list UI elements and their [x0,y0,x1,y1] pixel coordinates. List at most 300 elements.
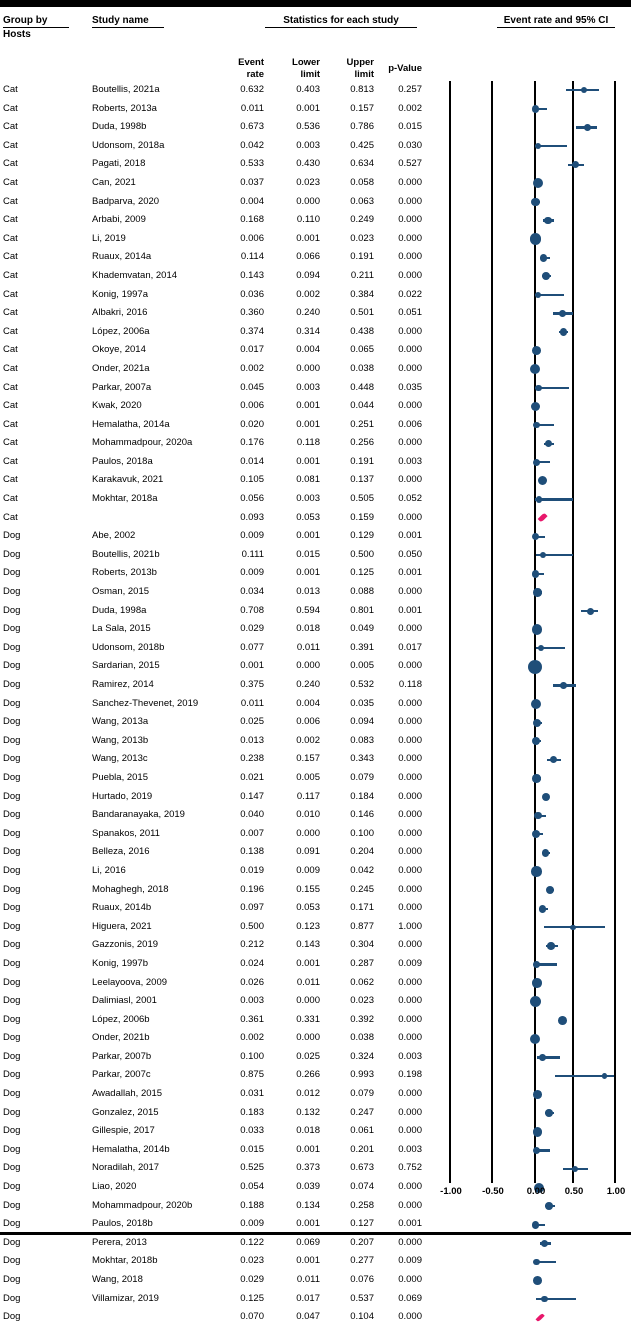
cell-group: Dog [3,734,21,746]
column-header-line: Upper [346,57,374,68]
cell-event-rate: 0.196 [240,883,264,895]
cell-event-rate: 0.009 [240,567,264,579]
study-marker [570,925,576,931]
study-marker [547,942,554,949]
cell-event-rate: 0.009 [240,530,264,542]
cell-group: Cat [3,437,18,449]
cell-upper-limit: 0.501 [350,307,374,319]
cell-study-name: Konig, 1997a [92,288,148,300]
cell-lower-limit: 0.004 [296,344,320,356]
cell-lower-limit: 0.266 [296,1069,320,1081]
cell-upper-limit: 0.993 [350,1069,374,1081]
cell-event-rate: 0.360 [240,307,264,319]
study-marker [572,161,579,168]
cell-study-name: Paulos, 2018b [92,1218,153,1230]
cell-upper-limit: 0.088 [350,586,374,598]
cell-event-rate: 0.021 [240,771,264,783]
cell-lower-limit: 0.081 [296,474,320,486]
cell-study-name: Wang, 2013c [92,753,148,765]
cell-p-value: 0.009 [398,1255,422,1267]
study-marker [560,328,568,336]
cell-upper-limit: 0.211 [350,269,374,281]
cell-lower-limit: 0.003 [296,493,320,505]
cell-upper-limit: 0.049 [350,623,374,635]
cell-study-name: Li, 2019 [92,232,126,244]
cell-upper-limit: 0.079 [350,771,374,783]
cell-study-name: Sardarian, 2015 [92,660,160,672]
cell-upper-limit: 0.042 [350,864,374,876]
cell-study-name: Badparva, 2020 [92,195,160,207]
cell-group: Cat [3,493,18,505]
cell-group: Cat [3,418,18,430]
cell-lower-limit: 0.373 [296,1162,320,1174]
cell-event-rate: 0.006 [240,400,264,412]
cell-p-value: 0.000 [398,437,422,449]
cell-group: Dog [3,883,21,895]
cell-group: Cat [3,381,18,393]
cell-upper-limit: 0.062 [350,976,374,988]
cell-p-value: 0.000 [398,790,422,802]
cell-upper-limit: 0.277 [350,1255,374,1267]
cell-event-rate: 0.500 [240,920,264,932]
study-marker [544,217,551,224]
grid-line [614,81,616,1174]
cell-upper-limit: 0.083 [350,734,374,746]
cell-upper-limit: 0.044 [350,400,374,412]
study-marker [541,1296,547,1302]
axis-tick [534,1174,536,1183]
cell-p-value: 0.000 [398,511,422,523]
cell-lower-limit: 0.001 [296,567,320,579]
cell-p-value: 0.002 [398,102,422,114]
cell-group: Dog [3,567,21,579]
study-marker [532,737,540,745]
cell-event-rate: 0.708 [240,604,264,616]
study-marker [572,1166,579,1173]
cell-group: Cat [3,84,18,95]
cell-event-rate: 0.034 [240,586,264,598]
study-marker [532,346,541,355]
cell-lower-limit: 0.066 [296,251,320,263]
cell-study-name: Hemalatha, 2014b [92,1143,170,1155]
cell-lower-limit: 0.240 [296,679,320,690]
cell-group: Cat [3,214,18,226]
cell-lower-limit: 0.039 [296,1181,320,1193]
cell-group: Dog [3,1255,21,1267]
cell-p-value: 0.001 [398,530,422,542]
cell-study-name: Noradilah, 2017 [92,1162,160,1174]
cell-upper-limit: 0.813 [350,84,374,95]
cell-study-name: Leelayoova, 2009 [92,976,168,988]
cell-group: Dog [3,697,21,709]
cell-event-rate: 0.026 [240,976,264,988]
cell-upper-limit: 0.500 [350,548,374,560]
study-marker [584,124,591,131]
cell-upper-limit: 0.171 [350,902,374,914]
cell-study-name: López, 2006b [92,1013,150,1025]
cell-lower-limit: 0.001 [296,455,320,467]
cell-lower-limit: 0.430 [296,158,320,170]
cell-group: Dog [3,641,21,653]
cell-p-value: 0.000 [398,883,422,895]
cell-lower-limit: 0.010 [296,809,320,821]
study-marker [558,1016,567,1025]
cell-lower-limit: 0.001 [296,400,320,412]
cell-group: Dog [3,1162,21,1174]
cell-lower-limit: 0.117 [296,790,320,802]
cell-lower-limit: 0.003 [296,381,320,393]
cell-group: Dog [3,1292,21,1304]
cell-p-value: 0.006 [398,418,422,430]
cell-lower-limit: 0.536 [296,121,320,133]
study-marker [540,552,546,558]
study-marker [542,272,550,280]
cell-upper-limit: 0.204 [350,846,374,858]
cell-p-value: 0.050 [398,548,422,560]
cell-p-value: 0.000 [398,771,422,783]
cell-study-name: Boutellis, 2021b [92,548,160,560]
cell-upper-limit: 0.125 [350,567,374,579]
cell-group: Cat [3,288,18,300]
cell-lower-limit: 0.011 [296,641,320,653]
study-marker [532,978,541,987]
study-marker [532,533,540,541]
study-marker [542,793,551,802]
cell-study-name: Mokhtar, 2018a [92,493,158,505]
cell-p-value: 0.000 [398,176,422,188]
cell-upper-limit: 0.159 [350,511,374,523]
cell-lower-limit: 0.000 [296,827,320,839]
cell-group: Dog [3,548,21,560]
cell-event-rate: 0.100 [240,1050,264,1062]
cell-study-name: Parkar, 2007a [92,381,152,393]
cell-event-rate: 0.097 [240,902,264,914]
cell-event-rate: 0.017 [240,344,264,356]
cell-p-value: 0.000 [398,846,422,858]
cell-study-name: Boutellis, 2021a [92,84,160,95]
study-marker [532,830,540,838]
cell-group: Dog [3,1013,21,1025]
cell-lower-limit: 0.403 [296,84,320,95]
cell-lower-limit: 0.009 [296,864,320,876]
study-marker [533,459,540,466]
study-marker [550,756,557,763]
study-marker [539,1054,546,1061]
study-marker [533,178,543,188]
cell-group: Dog [3,1032,21,1044]
column-header-line: limit [354,69,374,80]
cell-lower-limit: 0.005 [296,771,320,783]
cell-study-name: Li, 2016 [92,864,126,876]
cell-p-value: 0.051 [398,307,422,319]
header-study-name: Study name [92,15,164,28]
cell-group: Dog [3,790,21,802]
cell-group: Cat [3,455,18,467]
cell-p-value: 0.000 [398,902,422,914]
cell-event-rate: 0.031 [240,1088,264,1100]
study-marker [539,905,547,913]
cell-study-name: Albakri, 2016 [92,307,148,319]
cell-group: Dog [3,1069,21,1081]
cell-group: Dog [3,976,21,988]
cell-event-rate: 0.009 [240,1218,264,1230]
cell-event-rate: 0.143 [240,269,264,281]
cell-group: Dog [3,846,21,858]
cell-upper-limit: 0.384 [350,288,374,300]
cell-group: Cat [3,474,18,486]
cell-lower-limit: 0.118 [296,437,320,449]
header-group-by-value: Hosts [3,29,31,40]
cell-event-rate: 0.183 [240,1106,264,1118]
study-marker [581,87,587,93]
cell-group: Dog [3,902,21,914]
cell-upper-limit: 0.104 [350,1311,374,1323]
cell-study-name: Mohammadpour, 2020b [92,1199,193,1211]
cell-group: Dog [3,1181,21,1193]
cell-study-name: Spanakos, 2011 [92,827,160,839]
cell-p-value: 0.000 [398,1274,422,1285]
study-marker [531,198,540,207]
table-row [0,1197,631,1216]
cell-lower-limit: 0.001 [296,1218,320,1230]
cell-study-name: Arbabi, 2009 [92,214,146,226]
cell-event-rate: 0.138 [240,846,264,858]
cell-upper-limit: 0.127 [350,1218,374,1230]
summary-diamond [537,513,547,523]
cell-p-value: 0.000 [398,864,422,876]
cell-study-name: Roberts, 2013a [92,102,157,114]
cell-upper-limit: 0.448 [350,381,374,393]
cell-upper-limit: 0.184 [350,790,374,802]
cell-p-value: 0.000 [398,232,422,244]
cell-group: Cat [3,400,18,412]
cell-upper-limit: 0.438 [350,325,374,337]
cell-p-value: 0.009 [398,957,422,969]
table-row [0,1234,631,1253]
cell-event-rate: 0.361 [240,1013,264,1025]
study-marker [532,774,540,782]
cell-lower-limit: 0.018 [296,623,320,635]
cell-upper-limit: 0.249 [350,214,374,226]
cell-lower-limit: 0.000 [296,362,320,374]
cell-event-rate: 0.533 [240,158,264,170]
cell-upper-limit: 0.505 [350,493,374,505]
cell-upper-limit: 0.877 [350,920,374,932]
cell-group: Cat [3,307,18,319]
cell-p-value: 0.000 [398,697,422,709]
cell-lower-limit: 0.001 [296,957,320,969]
cell-event-rate: 0.029 [240,623,264,635]
cell-group: Dog [3,864,21,876]
cell-group: Dog [3,1236,21,1248]
cell-upper-limit: 0.343 [350,753,374,765]
cell-group: Dog [3,679,21,690]
study-marker [535,143,541,149]
cell-upper-limit: 0.537 [350,1292,374,1304]
cell-event-rate: 0.238 [240,753,264,765]
cell-lower-limit: 0.000 [296,995,320,1007]
cell-event-rate: 0.002 [240,362,264,374]
study-marker [531,699,541,709]
column-header-p-value: p-Value [388,63,422,74]
cell-p-value: 0.000 [398,734,422,746]
top-divider [0,0,631,7]
axis-tick [614,1174,616,1183]
cell-group: Dog [3,1106,21,1118]
cell-study-name: Ramirez, 2014 [92,679,154,690]
cell-event-rate: 0.013 [240,734,264,746]
cell-p-value: 0.000 [398,586,422,598]
cell-lower-limit: 0.002 [296,734,320,746]
cell-p-value: 0.000 [398,939,422,951]
cell-study-name: Hurtado, 2019 [92,790,153,802]
cell-event-rate: 0.040 [240,809,264,821]
cell-lower-limit: 0.001 [296,530,320,542]
study-marker [533,719,541,727]
cell-lower-limit: 0.001 [296,102,320,114]
cell-event-rate: 0.114 [240,251,264,263]
cell-group: Dog [3,995,21,1007]
cell-upper-limit: 0.532 [350,679,374,690]
cell-group: Dog [3,1088,21,1100]
cell-event-rate: 0.632 [240,84,264,95]
cell-p-value: 0.000 [398,1032,422,1044]
cell-p-value: 0.000 [398,1311,422,1323]
cell-p-value: 0.069 [398,1292,422,1304]
axis-tick-label: 0.50 [564,1186,584,1197]
forest-plot-area [440,81,631,1174]
cell-lower-limit: 0.001 [296,1255,320,1267]
study-marker [533,1127,543,1137]
cell-upper-limit: 0.094 [350,716,374,728]
cell-study-name: Bandaranayaka, 2019 [92,809,185,821]
cell-p-value: 0.000 [398,344,422,356]
cell-event-rate: 0.033 [240,1125,264,1137]
axis-tick-label: -1.00 [440,1186,462,1197]
column-header-line: limit [300,69,320,80]
cell-lower-limit: 0.006 [296,716,320,728]
cell-p-value: 0.017 [398,641,422,653]
cell-p-value: 0.000 [398,753,422,765]
cell-event-rate: 0.023 [240,1255,264,1267]
cell-lower-limit: 0.011 [296,976,320,988]
column-header-lower-limit [276,57,320,81]
cell-lower-limit: 0.314 [296,325,320,337]
cell-upper-limit: 0.146 [350,809,374,821]
cell-study-name: Roberts, 2013b [92,567,157,579]
column-header-line: Event [238,57,264,68]
cell-lower-limit: 0.000 [296,1032,320,1044]
study-marker [532,105,539,112]
cell-study-name: Mokhtar, 2018b [92,1255,158,1267]
cell-upper-limit: 0.251 [350,418,374,430]
cell-upper-limit: 0.324 [350,1050,374,1062]
cell-upper-limit: 0.247 [350,1106,374,1118]
cell-upper-limit: 0.058 [350,176,374,188]
cell-upper-limit: 0.256 [350,437,374,449]
cell-study-name: Gazzonis, 2019 [92,939,159,951]
cell-event-rate: 0.875 [240,1069,264,1081]
cell-lower-limit: 0.012 [296,1088,320,1100]
cell-p-value: 0.022 [398,288,422,300]
cell-p-value: 0.000 [398,400,422,412]
cell-event-rate: 0.029 [240,1274,264,1285]
cell-p-value: 0.052 [398,493,422,505]
cell-lower-limit: 0.011 [296,1274,320,1285]
cell-group: Dog [3,1143,21,1155]
cell-p-value: 0.752 [398,1162,422,1174]
cell-lower-limit: 0.013 [296,586,320,598]
cell-group: Cat [3,232,18,244]
cell-event-rate: 0.374 [240,325,264,337]
cell-study-name: López, 2006a [92,325,150,337]
cell-study-name: Udonsom, 2018a [92,139,165,151]
cell-study-name: Gonzalez, 2015 [92,1106,159,1118]
axis-tick [449,1174,451,1183]
cell-group: Dog [3,660,21,672]
study-marker [533,961,540,968]
cell-p-value: 0.198 [398,1069,422,1081]
axis-tick-label: 0.00 [526,1186,546,1197]
cell-event-rate: 0.125 [240,1292,264,1304]
cell-study-name: Osman, 2015 [92,586,150,598]
cell-event-rate: 0.077 [240,641,264,653]
cell-event-rate: 0.176 [240,437,264,449]
cell-p-value: 0.003 [398,1143,422,1155]
study-marker [530,233,542,245]
cell-group: Dog [3,920,21,932]
cell-lower-limit: 0.157 [296,753,320,765]
study-marker [546,886,554,894]
cell-study-name: Konig, 1997b [92,957,148,969]
cell-study-name: Belleza, 2016 [92,846,150,858]
study-marker [538,476,547,485]
cell-group: Dog [3,957,21,969]
study-marker [587,608,594,615]
cell-event-rate: 0.003 [240,995,264,1007]
cell-p-value: 0.001 [398,1218,422,1230]
cell-lower-limit: 0.001 [296,1143,320,1155]
study-marker [559,310,566,317]
cell-p-value: 0.527 [398,158,422,170]
cell-group: Cat [3,158,18,170]
cell-lower-limit: 0.025 [296,1050,320,1062]
cell-upper-limit: 0.023 [350,232,374,244]
cell-study-name: Ruaux, 2014b [92,902,152,914]
cell-p-value: 0.030 [398,139,422,151]
cell-group: Dog [3,939,21,951]
cell-p-value: 0.000 [398,251,422,263]
cell-study-name: Wang, 2013a [92,716,149,728]
cell-p-value: 0.000 [398,716,422,728]
cell-lower-limit: 0.023 [296,176,320,188]
study-marker [560,682,567,689]
cell-event-rate: 0.525 [240,1162,264,1174]
cell-event-rate: 0.001 [240,660,264,672]
cell-study-name: Awadallah, 2015 [92,1088,163,1100]
cell-event-rate: 0.111 [241,548,264,560]
cell-group: Dog [3,753,21,765]
cell-event-rate: 0.015 [240,1143,264,1155]
cell-event-rate: 0.056 [240,493,264,505]
study-marker [542,849,550,857]
cell-p-value: 0.000 [398,474,422,486]
cell-event-rate: 0.011 [240,102,264,114]
cell-study-name: Higuera, 2021 [92,920,152,932]
cell-lower-limit: 0.015 [296,548,320,560]
study-marker [545,440,553,448]
study-marker [532,624,542,634]
